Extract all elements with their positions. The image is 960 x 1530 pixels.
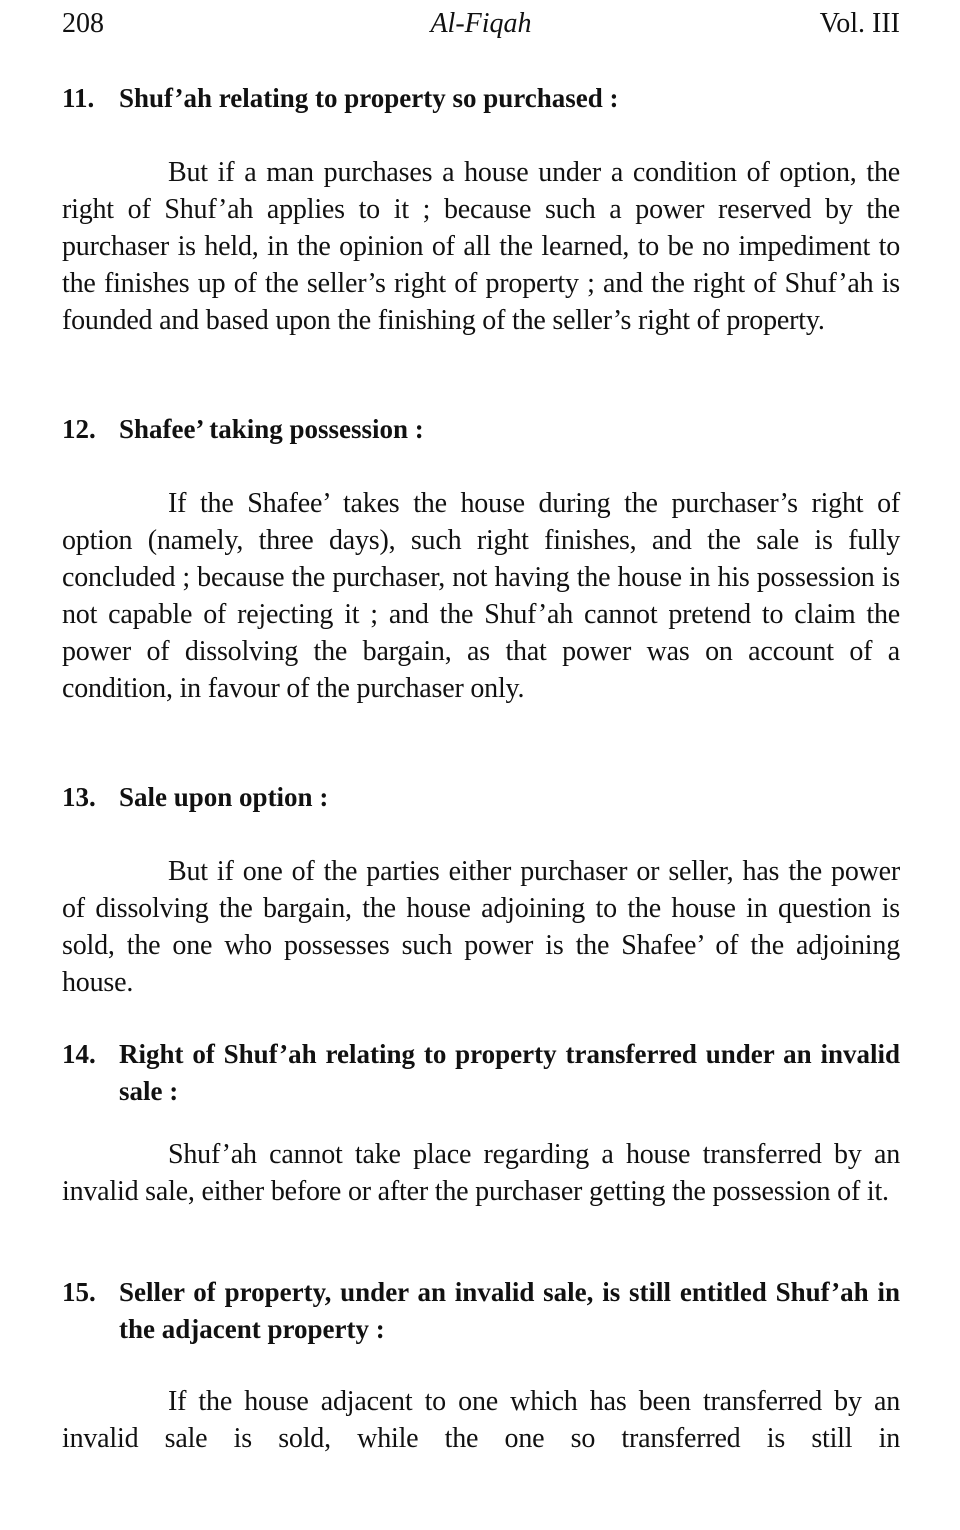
section-14 (62, 1036, 900, 1210)
section-title: Shuf’ah relating to property so purchased : (119, 83, 619, 113)
section-13 (62, 779, 900, 1001)
section-title: Sale upon option : (119, 782, 329, 812)
section-title: Shafee’ taking possession : (119, 414, 424, 444)
section-title: Right of Shuf’ah relating to property transferred under an invalid sale : (119, 1039, 900, 1106)
document-page (62, 0, 900, 1530)
section-paragraph: But if one of the parties either purchaser or seller, has the power of dissolving the bargain, the house adjoining to the house in question is sold, the one who possesses such power is the Shafee’ of the adjoining house. (62, 856, 900, 998)
section-title: Seller of property, under an invalid sale, is still entitled Shuf’ah in the adjacent property : (119, 1277, 900, 1344)
section-paragraph: Shuf’ah cannot take place regarding a house transferred by an invalid sale, either before or after the purchaser getting the possession of it. (62, 1139, 900, 1207)
section-paragraph: But if a man purchases a house under a condition of option, the right of Shuf’ah applies to it ; because such a power reserved by the purchaser is held, in the opinion of all the learned, to be no impediment to the finishes up of the seller’s right of property ; and the right of Shuf’ah is founded and based upon the finishing of the seller’s right of property. (62, 157, 900, 336)
section-15 (62, 1274, 900, 1457)
section-paragraph: If the Shafee’ takes the house during the purchaser’s right of option (namely, three days), such right finishes, and the sale is fully concluded ; because the purchaser, not having the house in his possession is not capable of rejecting it ; and the Shuf’ah cannot pretend to claim the power of dissolving the bargain, as that power was on account of a condition, in favour of the purchaser only. (62, 488, 900, 704)
section-number: 13. (62, 782, 96, 812)
section-number: 11. (62, 83, 95, 113)
section-number: 12. (62, 414, 96, 444)
section-heading (62, 1274, 900, 1348)
section-paragraph: If the house adjacent to one which has been transferred by an invalid sale is sold, while the one so transferred is still in (62, 1386, 900, 1454)
book-title: Al-Fiqah (430, 8, 532, 39)
running-header (62, 6, 900, 42)
section-heading (62, 411, 900, 448)
section-12 (62, 411, 900, 707)
page-number: 208 (62, 8, 104, 39)
volume-label: Vol. III (819, 8, 900, 39)
section-heading (62, 1036, 900, 1110)
section-heading (62, 80, 900, 117)
section-number: 15. (62, 1277, 96, 1307)
section-11 (62, 80, 900, 339)
section-number: 14. (62, 1039, 96, 1069)
section-heading (62, 779, 900, 816)
